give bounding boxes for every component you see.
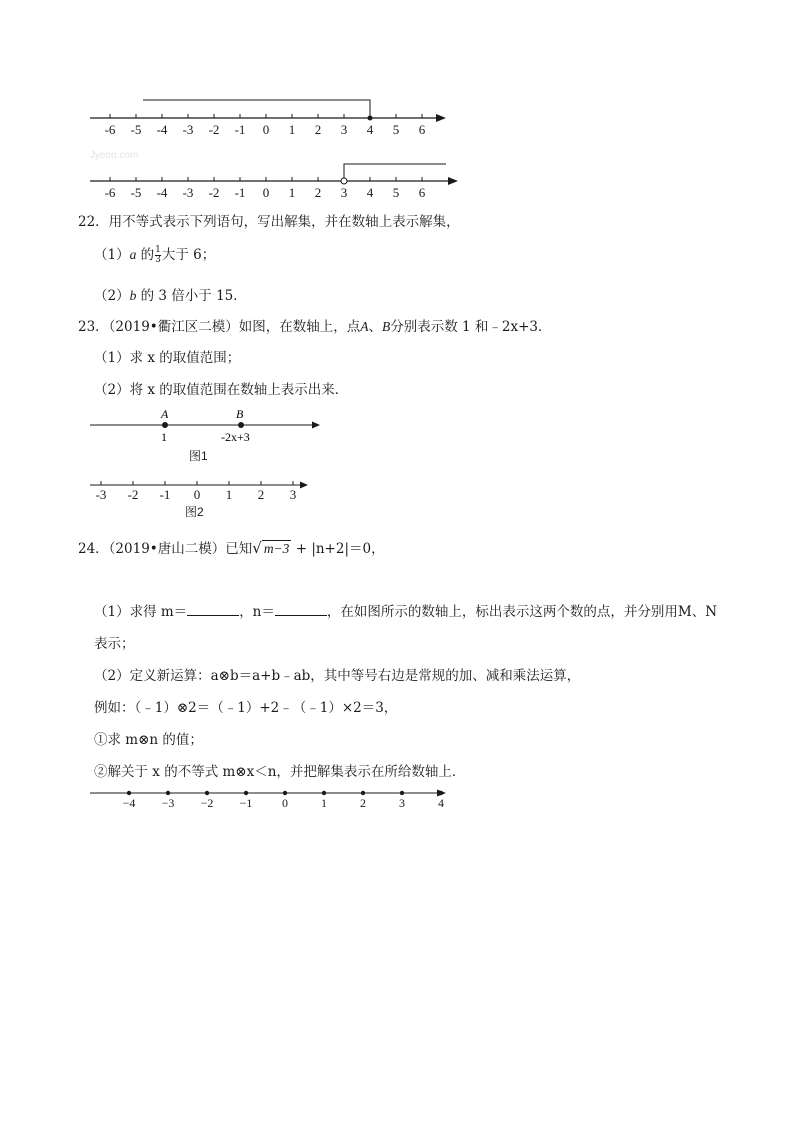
tick-label: -5 xyxy=(130,185,142,200)
figure-1-number-line xyxy=(88,404,328,450)
tick-label: 1 xyxy=(288,122,296,137)
tick-label: 2 xyxy=(360,796,366,810)
arrow-icon xyxy=(300,482,308,489)
answer-blank-m[interactable] xyxy=(187,603,239,616)
q24-example: 例如：（﹣1）⊗2＝（﹣1）+2﹣（﹣1）×2＝3， xyxy=(94,700,398,716)
tick-label: -4 xyxy=(156,185,168,200)
tick-label: 2 xyxy=(257,487,265,502)
arrow-icon xyxy=(436,114,446,122)
tick-label: -3 xyxy=(182,185,194,200)
q24-part1-end: 表示； xyxy=(94,636,135,652)
tick-dot xyxy=(322,791,326,795)
tick-dot xyxy=(439,791,443,795)
tick-label: 6 xyxy=(418,122,426,137)
tick-dot xyxy=(400,791,404,795)
tick-label: 3 xyxy=(399,796,405,810)
answer-blank-n[interactable] xyxy=(275,603,327,616)
q23-stem: 23．（2019•衢江区二模）如图，在数轴上，点A、B分别表示数 1 和﹣2x+3． xyxy=(78,319,552,335)
value-b: -2x+3 xyxy=(221,430,250,444)
q24-part2: （2）定义新运算：a⊗b＝a+b﹣ab，其中等号右边是常规的加、减和乘法运算， xyxy=(94,668,581,684)
tick-dot xyxy=(205,791,209,795)
tick-label: −3 xyxy=(161,796,175,810)
tick-label: −4 xyxy=(122,796,136,810)
tick-label: 4 xyxy=(438,796,444,810)
tick-dot xyxy=(166,791,170,795)
arrow-icon xyxy=(312,422,320,429)
tick-label: −2 xyxy=(200,796,214,810)
q24-number-line xyxy=(88,784,458,814)
tick-label: 0 xyxy=(193,487,201,502)
tick-label: -1 xyxy=(159,487,171,502)
tick-label: -1 xyxy=(234,185,246,200)
tick-label: -2 xyxy=(208,122,220,137)
open-dot xyxy=(341,178,347,184)
tick-dot xyxy=(283,791,287,795)
tick-label: 0 xyxy=(262,122,270,137)
tick-label: -2 xyxy=(127,487,139,502)
q22-part1: （1）a 的 $\frac{1}{3}$ 大于 6； xyxy=(94,245,216,265)
tick-label: 6 xyxy=(418,185,426,200)
tick-label: 1 xyxy=(288,185,296,200)
tick-label: 1 xyxy=(321,796,327,810)
tick-label: 0 xyxy=(282,796,288,810)
tick-label: 5 xyxy=(392,185,400,200)
tick-label: -5 xyxy=(130,122,142,137)
tick-label: 0 xyxy=(262,185,270,200)
tick-label: -1 xyxy=(234,122,246,137)
sqrt-icon: √ xyxy=(252,539,262,557)
tick-label: 4 xyxy=(366,185,374,200)
tick-label: -3 xyxy=(95,487,107,502)
tick-label: -6 xyxy=(104,185,116,200)
arrow-icon xyxy=(448,177,458,185)
fraction: $\frac{1}{3}$ xyxy=(155,245,161,265)
tick-label: 5 xyxy=(392,122,400,137)
tick-label: 3 xyxy=(289,487,297,502)
solution-bracket-1 xyxy=(143,100,370,118)
figure-2-caption: 图2 xyxy=(185,505,204,519)
tick-label: 1 xyxy=(225,487,233,502)
tick-label: -4 xyxy=(156,122,168,137)
number-line-2 xyxy=(88,156,468,204)
number-line-1 xyxy=(88,92,458,140)
q24-stem: 24．（2019•唐山二模）已知√ m−3 + |n+2|＝0， xyxy=(78,539,385,557)
tick-label: 3 xyxy=(340,185,348,200)
q24-subq2: ②解关于 x 的不等式 m⊗x＜n，并把解集表示在所给数轴上． xyxy=(94,764,466,780)
label-b: B xyxy=(236,407,244,421)
q23-part1: （1）求 x 的取值范围； xyxy=(94,350,241,366)
label-a: A xyxy=(161,407,169,421)
tick-label: -6 xyxy=(104,122,116,137)
tick-label: 4 xyxy=(366,122,374,137)
point-a xyxy=(162,422,168,428)
q24-part1: （1）求得 m＝ ，n＝ ，在如图所示的数轴上，标出表示这两个数的点，并分别用M、N xyxy=(94,604,718,620)
figure-1-caption: 图1 xyxy=(189,449,208,463)
point-b xyxy=(238,422,244,428)
tick-label: -2 xyxy=(208,185,220,200)
tick-dot xyxy=(244,791,248,795)
tick-label: 3 xyxy=(340,122,348,137)
q23-part2: （2）将 x 的取值范围在数轴上表示出来． xyxy=(94,382,349,398)
tick-label: −1 xyxy=(239,796,253,810)
q22-stem: 22．用不等式表示下列语句，写出解集，并在数轴上表示解集， xyxy=(78,214,460,230)
watermark: Jyeoo.com xyxy=(90,150,139,161)
tick-label: 2 xyxy=(314,185,322,200)
q22-part2: （2）b 的 3 倍小于 15． xyxy=(94,288,247,304)
q24-subq1: ①求 m⊗n 的值； xyxy=(94,732,203,748)
solution-bracket-2 xyxy=(344,164,446,181)
tick-dot xyxy=(127,791,131,795)
tick-label: -3 xyxy=(182,122,194,137)
value-a: 1 xyxy=(161,430,167,444)
tick-label: 2 xyxy=(314,122,322,137)
closed-dot xyxy=(368,116,373,121)
tick-dot xyxy=(361,791,365,795)
